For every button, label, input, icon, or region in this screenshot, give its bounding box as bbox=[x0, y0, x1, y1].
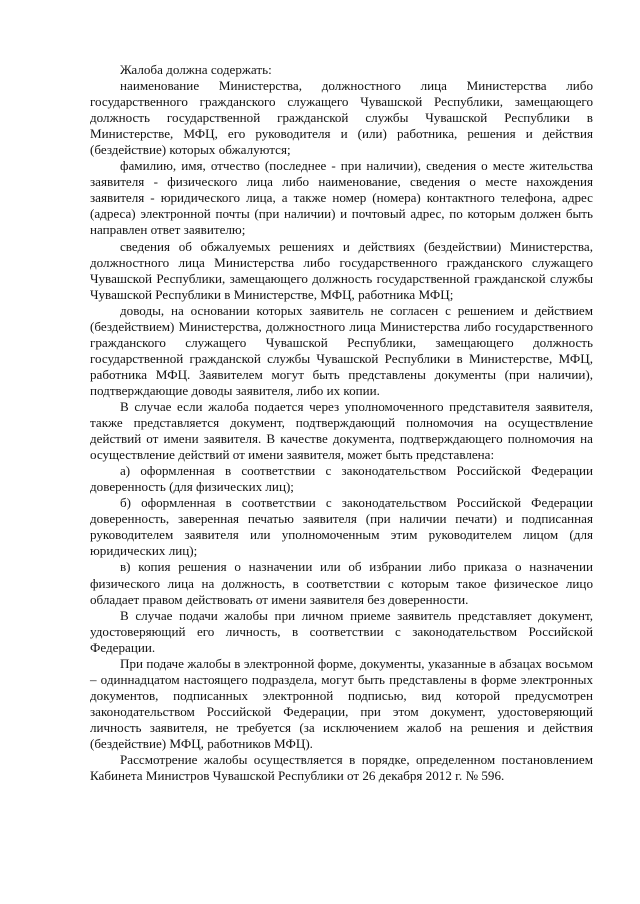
paragraph-item-arguments: доводы, на основании которых заявитель не согласен с решением и действием (бездействием) Министерства, должностного лица Министерства либо государственного гражданского служащего Чувашской Республики, замещающего должность государственной гражданской службы Чувашской Республики в Министерстве, МФЦ, работника МФЦ. Заявителем могут быть представлены документы (при наличии), подтверждающие доводы заявителя, либо их копии. bbox=[90, 302, 593, 398]
paragraph-option-c: в) копия решения о назначении или об избрании либо приказа о назначении физического лица на должность, в соответствии с которым такое физическое лицо обладает правом действовать от имени заявителя без доверенности. bbox=[90, 559, 593, 607]
paragraph-complaint-contents: Жалоба должна содержать: bbox=[120, 62, 272, 77]
paragraph-item-name: наименование Министерства, должностного лица Министерства либо государственного гражданского служащего Чувашской Республики, замещающего должность государственной гражданской службы Чувашской Республики в Министерстве, МФЦ, его руководителя и (или) работника, решения и действия (бездействие) которых обжалуются; bbox=[90, 78, 593, 158]
paragraph-option-a: а) оформленная в соответствии с законодательством Российской Федерации доверенность (для физических лиц); bbox=[90, 463, 593, 495]
paragraph-consideration: Рассмотрение жалобы осуществляется в порядке, определенном постановлением Кабинета Министров Чувашской Республики от 26 декабря 2012 г. № 596. bbox=[90, 752, 593, 784]
paragraph-personal-reception: В случае подачи жалобы при личном приеме заявитель представляет документ, удостоверяющий его личность, в соответствии с законодательством Российской Федерации. bbox=[90, 607, 593, 655]
paragraph-representative: В случае если жалоба подается через уполномоченного представителя заявителя, также представляется документ, подтверждающий полномочия на осуществление действий от имени заявителя. В качестве документа, подтверждающего полномочия на осуществление действий от имени заявителя, может быть представлена: bbox=[90, 398, 593, 463]
paragraph-option-b: б) оформленная в соответствии с законодательством Российской Федерации доверенность, заверенная печатью заявителя (при наличии печати) и подписанная руководителем заявителя или уполномоченным этим руководителем лицом (для юридических лиц); bbox=[90, 495, 593, 559]
paragraph-item-applicant: фамилию, имя, отчество (последнее - при наличии), сведения о месте жительства заявителя - физического лица либо наименование, сведения о месте нахождения заявителя - юридического лица, а также номер (номера) контактного телефона, адрес (адреса) электронной почты (при наличии) и почтовый адрес, по которым должен быть направлен ответ заявителю; bbox=[90, 158, 593, 238]
paragraph-item-decisions: сведения об обжалуемых решениях и действиях (бездействии) Министерства, должностного лица Министерства либо государственного гражданского служащего Чувашской Республики, замещающего должность государственной гражданской службы Чувашской Республики в Министерстве, МФЦ, работника МФЦ; bbox=[90, 238, 593, 302]
document-body bbox=[90, 62, 593, 784]
paragraph-electronic-form: При подаче жалобы в электронной форме, документы, указанные в абзацах восьмом – одиннадцатом настоящего подраздела, могут быть представлены в форме электронных документов, подписанных электронной подписью, вид которой предусмотрен законодательством Российской Федерации, при этом документ, удостоверяющий личность заявителя, не требуется (за исключением жалоб на решения и действия (бездействие) МФЦ, работников МФЦ). bbox=[90, 655, 593, 751]
